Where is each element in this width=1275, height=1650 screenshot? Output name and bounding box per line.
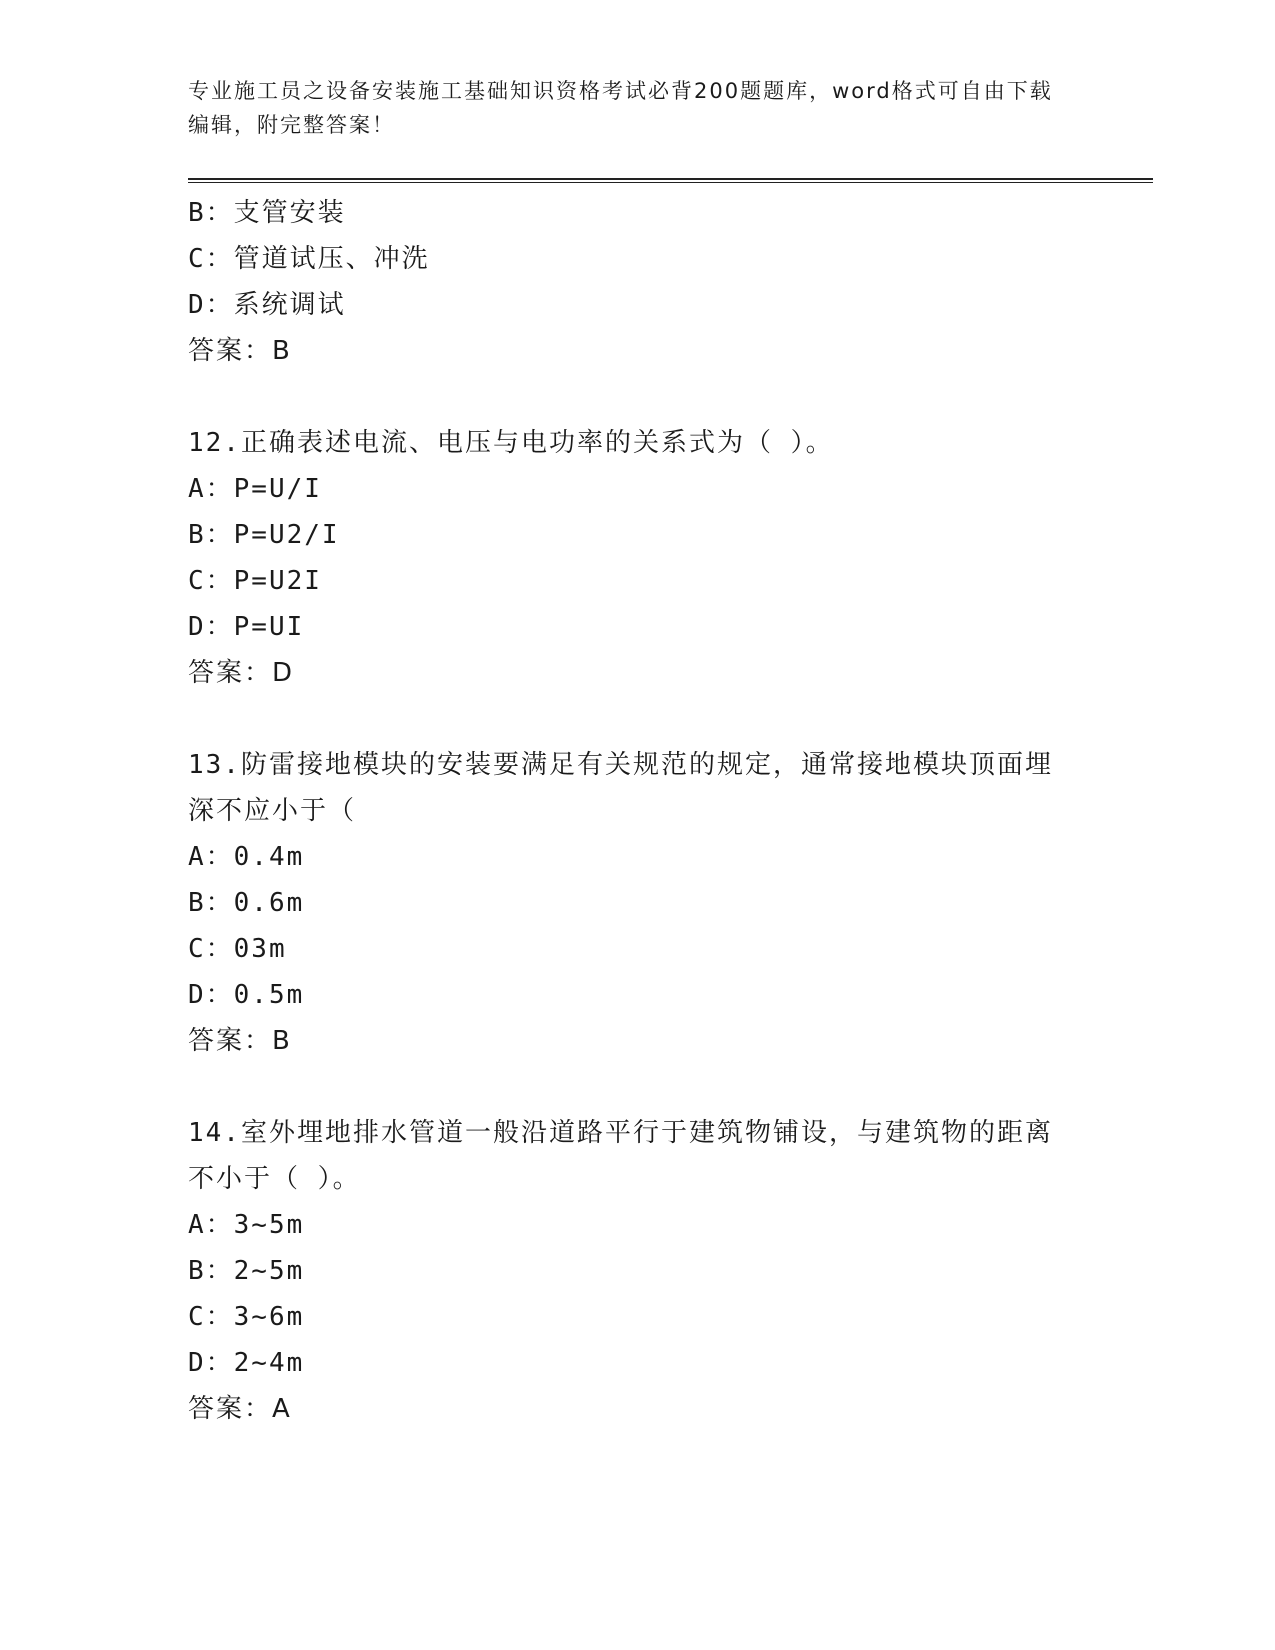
option-text: P=U2/I [233, 520, 340, 550]
option-text: 0.6m [233, 888, 305, 918]
option-label: D： [188, 290, 234, 320]
option-label: A： [188, 1210, 234, 1240]
option-text: 3~5m [233, 1210, 305, 1240]
option-text: 2~5m [233, 1256, 305, 1286]
option-line [188, 972, 1088, 1018]
option-line [188, 880, 1088, 926]
option-label: B： [188, 1256, 234, 1286]
option-line [188, 1294, 1088, 1340]
option-label: D： [188, 612, 234, 642]
option-label: C： [188, 566, 234, 596]
answer-line: 答案：B [188, 336, 292, 366]
option-label: B： [188, 888, 234, 918]
option-text: 管道试压、冲洗 [233, 244, 430, 274]
question-text: 12.正确表述电流、电压与电功率的关系式为（ ）。 [188, 428, 834, 458]
spacer [188, 1064, 1088, 1110]
document-header: 专业施工员之设备安装施工基础知识资格考试必背200题题库，word格式可自由下载编辑，附完整答案！ [188, 79, 1053, 137]
option-line [188, 466, 1088, 512]
option-label: B： [188, 520, 234, 550]
option-text: 0.5m [233, 980, 305, 1010]
question-block [188, 1110, 1088, 1432]
header-rule-thin [188, 182, 1153, 183]
option-line [188, 282, 1088, 328]
answer-line: 答案：A [188, 1394, 292, 1424]
option-label: D： [188, 1348, 234, 1378]
option-line [188, 190, 1088, 236]
question-block [188, 420, 1088, 696]
option-line [188, 512, 1088, 558]
header-rule-thick [188, 178, 1153, 180]
option-line [188, 834, 1088, 880]
option-line [188, 1202, 1088, 1248]
option-text: P=U/I [233, 474, 322, 504]
question-block [188, 742, 1088, 1064]
option-label: C： [188, 934, 234, 964]
option-text: 支管安装 [233, 198, 346, 228]
option-line [188, 1340, 1088, 1386]
question-text: 14.室外埋地排水管道一般沿道路平行于建筑物铺设，与建筑物的距离不小于（ ）。 [188, 1118, 1053, 1194]
option-label: D： [188, 980, 234, 1010]
answer-line: 答案：B [188, 1026, 292, 1056]
previous-question-tail [188, 190, 1088, 374]
option-line [188, 236, 1088, 282]
answer-line: 答案：D [188, 658, 295, 688]
option-text: 0.4m [233, 842, 305, 872]
option-label: C： [188, 1302, 234, 1332]
spacer [188, 696, 1088, 742]
question-list [188, 190, 1088, 1432]
option-text: P=UI [233, 612, 305, 642]
option-label: A： [188, 474, 234, 504]
option-line [188, 1248, 1088, 1294]
option-label: B： [188, 198, 234, 228]
option-text: P=U2I [233, 566, 322, 596]
option-text: 03m [233, 934, 287, 964]
question-text: 13.防雷接地模块的安装要满足有关规范的规定，通常接地模块顶面埋深不应小于（ [188, 750, 1053, 826]
option-label: A： [188, 842, 234, 872]
option-line [188, 604, 1088, 650]
option-line [188, 926, 1088, 972]
spacer [188, 374, 1088, 420]
option-text: 3~6m [233, 1302, 305, 1332]
option-text: 2~4m [233, 1348, 305, 1378]
option-text: 系统调试 [233, 290, 346, 320]
option-line [188, 558, 1088, 604]
option-label: C： [188, 244, 234, 274]
